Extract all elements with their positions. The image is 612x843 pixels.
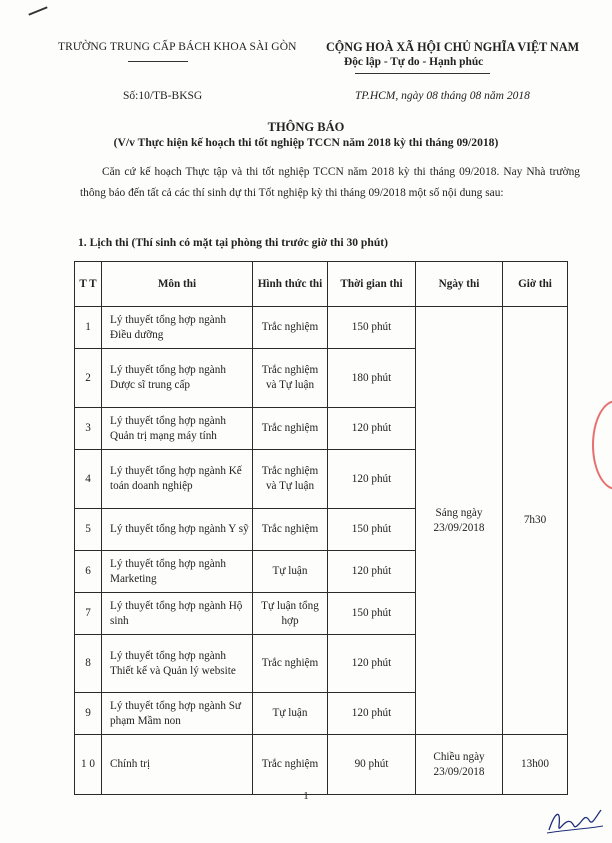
- cell-hinh-thuc: Tự luận: [253, 551, 328, 593]
- nation-name: CỘNG HOÀ XÃ HỘI CHỦ NGHĨA VIỆT NAM: [326, 40, 580, 54]
- cell-thoi-gian: 120 phút: [328, 450, 416, 509]
- cell-hinh-thuc: Trắc nghiệm và Tự luận: [253, 450, 328, 509]
- cell-thoi-gian: 150 phút: [328, 307, 416, 349]
- header-ngay-thi: Ngày thi: [416, 262, 503, 307]
- cell-hinh-thuc: Trắc nghiệm: [253, 509, 328, 551]
- handwritten-signature: [545, 800, 605, 840]
- cell-thoi-gian: 150 phút: [328, 593, 416, 635]
- cell-tt: 6: [75, 551, 102, 593]
- cell-mon-thi: Lý thuyết tổng hợp ngành Marketing: [102, 551, 253, 593]
- header-thoi-gian: Thời gian thi: [328, 262, 416, 307]
- motto-underline: [355, 73, 490, 74]
- cell-mon-thi: Lý thuyết tổng hợp ngành Thiết kế và Quản lý website: [102, 635, 253, 693]
- document-subtitle: (V/v Thực hiện kế hoạch thi tốt nghiệp TCCN năm 2018 kỳ thi tháng 09/2018): [113, 136, 499, 149]
- exam-schedule-table: [74, 261, 568, 795]
- cell-ngay-thi-afternoon: Chiều ngày 23/09/2018: [416, 735, 503, 795]
- cell-hinh-thuc: Trắc nghiệm: [253, 408, 328, 450]
- cell-tt: 9: [75, 693, 102, 735]
- cell-thoi-gian: 90 phút: [328, 735, 416, 795]
- cell-mon-thi: Lý thuyết tổng hợp ngành Kế toán doanh nghiệp: [102, 450, 253, 509]
- red-seal-stamp: [592, 400, 612, 490]
- cell-mon-thi: Lý thuyết tổng hợp ngành Y sỹ: [102, 509, 253, 551]
- cell-mon-thi: Lý thuyết tổng hợp ngành Điều dưỡng: [102, 307, 253, 349]
- section-heading-schedule: 1. Lịch thi (Thí sinh có mặt tại phòng thi trước giờ thi 30 phút): [78, 236, 389, 249]
- cell-hinh-thuc: Trắc nghiệm: [253, 307, 328, 349]
- school-underline: [128, 61, 188, 62]
- scan-mark: [28, 6, 47, 15]
- header-mon-thi: Môn thi: [102, 262, 253, 307]
- header-hinh-thuc: Hình thức thi: [253, 262, 328, 307]
- cell-mon-thi: Lý thuyết tổng hợp ngành Hộ sinh: [102, 593, 253, 635]
- cell-hinh-thuc: Trắc nghiệm: [253, 635, 328, 693]
- cell-tt: 2: [75, 349, 102, 408]
- cell-gio-thi-afternoon: 13h00: [503, 735, 568, 795]
- cell-tt: 8: [75, 635, 102, 693]
- cell-mon-thi: Chính trị: [102, 735, 253, 795]
- cell-thoi-gian: 180 phút: [328, 349, 416, 408]
- document-title: THÔNG BÁO: [267, 120, 345, 134]
- cell-mon-thi: Lý thuyết tổng hợp ngành Dược sĩ trung cấp: [102, 349, 253, 408]
- date-line: TP.HCM, ngày 08 tháng 08 năm 2018: [355, 90, 530, 102]
- cell-tt: 3: [75, 408, 102, 450]
- intro-paragraph: Căn cứ kế hoạch Thực tập và thi tốt nghiệp TCCN năm 2018 kỳ thi tháng 09/2018. Nay Nhà trường thông báo đến tất cả các thí sinh dự thi Tốt nghiệp kỳ thi tháng 09/2018 một số nội dung sau:: [80, 166, 580, 199]
- page-number: 1: [303, 790, 309, 802]
- cell-tt: 4: [75, 450, 102, 509]
- cell-thoi-gian: 120 phút: [328, 551, 416, 593]
- national-motto: Độc lập - Tự do - Hạnh phúc: [344, 56, 484, 68]
- school-name: TRƯỜNG TRUNG CẤP BÁCH KHOA SÀI GÒN: [58, 41, 297, 53]
- cell-tt: 1: [75, 307, 102, 349]
- cell-tt: 7: [75, 593, 102, 635]
- table-row: [75, 735, 568, 795]
- cell-thoi-gian: 120 phút: [328, 693, 416, 735]
- cell-hinh-thuc: Trắc nghiệm: [253, 735, 328, 795]
- table-header-row: [75, 262, 568, 307]
- cell-mon-thi: Lý thuyết tổng hợp ngành Sư phạm Mầm non: [102, 693, 253, 735]
- cell-hinh-thuc: Tự luận tổng hợp: [253, 593, 328, 635]
- cell-thoi-gian: 120 phút: [328, 635, 416, 693]
- header-tt: T T: [75, 262, 102, 307]
- document-number: Số:10/TB-BKSG: [123, 90, 203, 102]
- cell-tt: 5: [75, 509, 102, 551]
- cell-hinh-thuc: Trắc nghiệm và Tự luận: [253, 349, 328, 408]
- cell-hinh-thuc: Tự luận: [253, 693, 328, 735]
- header-gio-thi: Giờ thi: [503, 262, 568, 307]
- cell-thoi-gian: 120 phút: [328, 408, 416, 450]
- cell-ngay-thi-morning: Sáng ngày 23/09/2018: [416, 307, 503, 735]
- cell-thoi-gian: 150 phút: [328, 509, 416, 551]
- cell-mon-thi: Lý thuyết tổng hợp ngành Quản trị mạng máy tính: [102, 408, 253, 450]
- cell-gio-thi-morning: 7h30: [503, 307, 568, 735]
- table-row: [75, 307, 568, 349]
- cell-tt: 1 0: [75, 735, 102, 795]
